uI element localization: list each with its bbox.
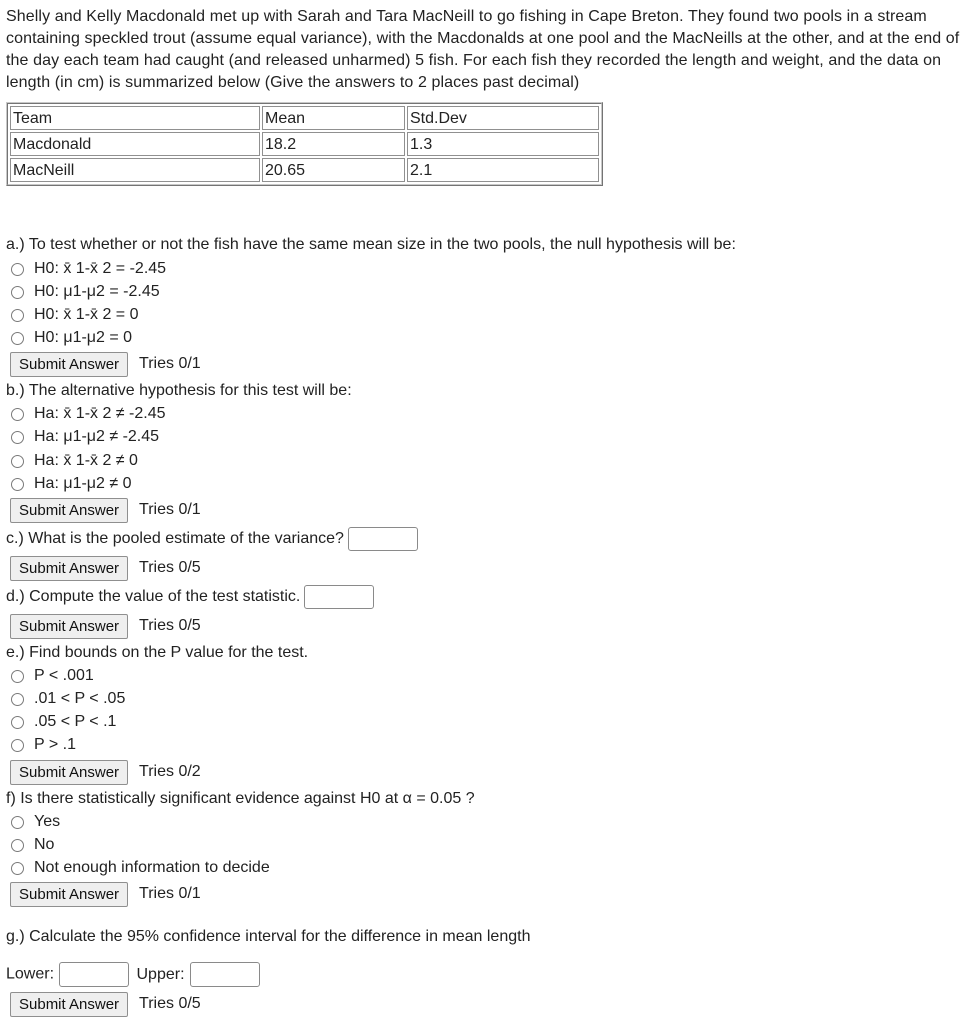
table-row: [10, 132, 599, 156]
submit-answer-button-f[interactable]: Submit Answer: [10, 882, 128, 907]
radio-button[interactable]: [11, 716, 24, 729]
submit-row-g: [10, 991, 201, 1017]
radio-button[interactable]: [11, 455, 24, 468]
submit-answer-button-e[interactable]: Submit Answer: [10, 760, 128, 785]
table-header-cell: Mean: [262, 106, 405, 130]
radio-button[interactable]: [11, 739, 24, 752]
option-label: Ha: x̄ 1-x̄ 2 ≠ 0: [34, 452, 138, 469]
question-d-row: [6, 585, 374, 609]
option-a-4[interactable]: [11, 327, 132, 349]
pooled-variance-input[interactable]: [348, 527, 418, 551]
table-cell: 20.65: [262, 158, 405, 182]
tries-counter: Tries 0/1: [139, 885, 201, 902]
option-b-4[interactable]: [11, 473, 131, 495]
table-cell: 18.2: [262, 132, 405, 156]
option-label: H0: μ1-μ2 = 0: [34, 329, 133, 346]
option-label: Ha: μ1-μ2 ≠ -2.45: [34, 428, 160, 445]
tries-counter: Tries 0/2: [139, 763, 201, 780]
tries-counter: Tries 0/5: [139, 995, 201, 1012]
tries-counter: Tries 0/1: [139, 355, 201, 372]
upper-label: Upper:: [136, 965, 185, 983]
option-e-3[interactable]: [11, 711, 116, 733]
question-e: e.) Find bounds on the P value for the test.: [6, 644, 309, 661]
submit-answer-button-g[interactable]: Submit Answer: [10, 992, 128, 1017]
tries-counter: Tries 0/5: [139, 559, 201, 576]
summary-table: [6, 102, 603, 186]
table-cell: 2.1: [407, 158, 599, 182]
table-header-cell: Std.Dev: [407, 106, 599, 130]
option-b-1[interactable]: [11, 403, 166, 425]
question-c: c.) What is the pooled estimate of the variance?: [6, 530, 344, 548]
radio-button[interactable]: [11, 309, 24, 322]
radio-button[interactable]: [11, 431, 24, 444]
radio-button[interactable]: [11, 263, 24, 276]
option-e-2[interactable]: [11, 688, 125, 710]
option-label: H0: x̄ 1-x̄ 2 = -2.45: [34, 260, 167, 277]
interval-row: [6, 962, 260, 987]
question-b: b.) The alternative hypothesis for this test will be:: [6, 382, 352, 399]
lower-bound-input[interactable]: [59, 962, 129, 987]
option-f-yes[interactable]: [11, 811, 60, 833]
radio-button[interactable]: [11, 286, 24, 299]
submit-row-e: [10, 759, 201, 785]
option-label: P < .001: [34, 667, 94, 684]
submit-row-b: [10, 497, 201, 523]
option-f-undecided[interactable]: [11, 857, 270, 879]
option-label: H0: x̄ 1-x̄ 2 = 0: [34, 306, 139, 323]
question-c-row: [6, 527, 418, 551]
option-label: No: [34, 836, 55, 853]
tries-counter: Tries 0/1: [139, 501, 201, 518]
option-a-1[interactable]: [11, 258, 166, 280]
option-b-2[interactable]: [11, 426, 159, 448]
option-a-2[interactable]: [11, 281, 160, 303]
table-header-cell: Team: [10, 106, 260, 130]
option-label: Ha: μ1-μ2 ≠ 0: [34, 475, 132, 492]
submit-answer-button-b[interactable]: Submit Answer: [10, 498, 128, 523]
table-cell: MacNeill: [10, 158, 260, 182]
radio-button[interactable]: [11, 408, 24, 421]
option-label: .05 < P < .1: [34, 713, 117, 730]
option-label: P > .1: [34, 736, 76, 753]
test-statistic-input[interactable]: [304, 585, 374, 609]
question-f: f) Is there statistically significant evidence against H0 at α = 0.05 ?: [6, 790, 475, 807]
submit-row-f: [10, 881, 201, 907]
option-label: Yes: [34, 813, 61, 830]
submit-answer-button-d[interactable]: Submit Answer: [10, 614, 128, 639]
table-row: [10, 158, 599, 182]
option-e-4[interactable]: [11, 734, 76, 756]
question-d: d.) Compute the value of the test statistic.: [6, 588, 301, 606]
problem-statement: Shelly and Kelly Macdonald met up with Sarah and Tara MacNeill to go fishing in Cape Breton. They found two pools in a stream containing speckled trout (assume equal variance), with the Macdonalds at one pool and the MacNeills at the other, and at the end of the day each team had caught (and released unharmed) 5 fish. For each fish they recorded the length and weight, and the data on length (in cm) is summarized below (Give the answers to 2 places past decimal): [6, 8, 960, 91]
option-e-1[interactable]: [11, 665, 94, 687]
radio-button[interactable]: [11, 862, 24, 875]
radio-button[interactable]: [11, 693, 24, 706]
tries-counter: Tries 0/5: [139, 617, 201, 634]
option-label: .01 < P < .05: [34, 690, 126, 707]
option-b-3[interactable]: [11, 450, 138, 472]
table-header-row: [10, 106, 599, 130]
question-a: a.) To test whether or not the fish have the same mean size in the two pools, the null hypothesis will be:: [6, 236, 736, 253]
question-g: g.) Calculate the 95% confidence interval for the difference in mean length: [6, 928, 531, 945]
lower-label: Lower:: [6, 965, 55, 983]
radio-button[interactable]: [11, 478, 24, 491]
submit-row-d: [10, 613, 201, 639]
option-a-3[interactable]: [11, 304, 139, 326]
radio-button[interactable]: [11, 816, 24, 829]
submit-row-a: [10, 351, 201, 377]
radio-button[interactable]: [11, 332, 24, 345]
submit-answer-button-c[interactable]: Submit Answer: [10, 556, 128, 581]
option-label: H0: μ1-μ2 = -2.45: [34, 283, 160, 300]
upper-bound-input[interactable]: [190, 962, 260, 987]
table-cell: 1.3: [407, 132, 599, 156]
submit-row-c: [10, 555, 201, 581]
radio-button[interactable]: [11, 670, 24, 683]
option-f-no[interactable]: [11, 834, 54, 856]
table-cell: Macdonald: [10, 132, 260, 156]
option-label: Not enough information to decide: [34, 859, 270, 876]
option-label: Ha: x̄ 1-x̄ 2 ≠ -2.45: [34, 405, 166, 422]
radio-button[interactable]: [11, 839, 24, 852]
submit-answer-button-a[interactable]: Submit Answer: [10, 352, 128, 377]
